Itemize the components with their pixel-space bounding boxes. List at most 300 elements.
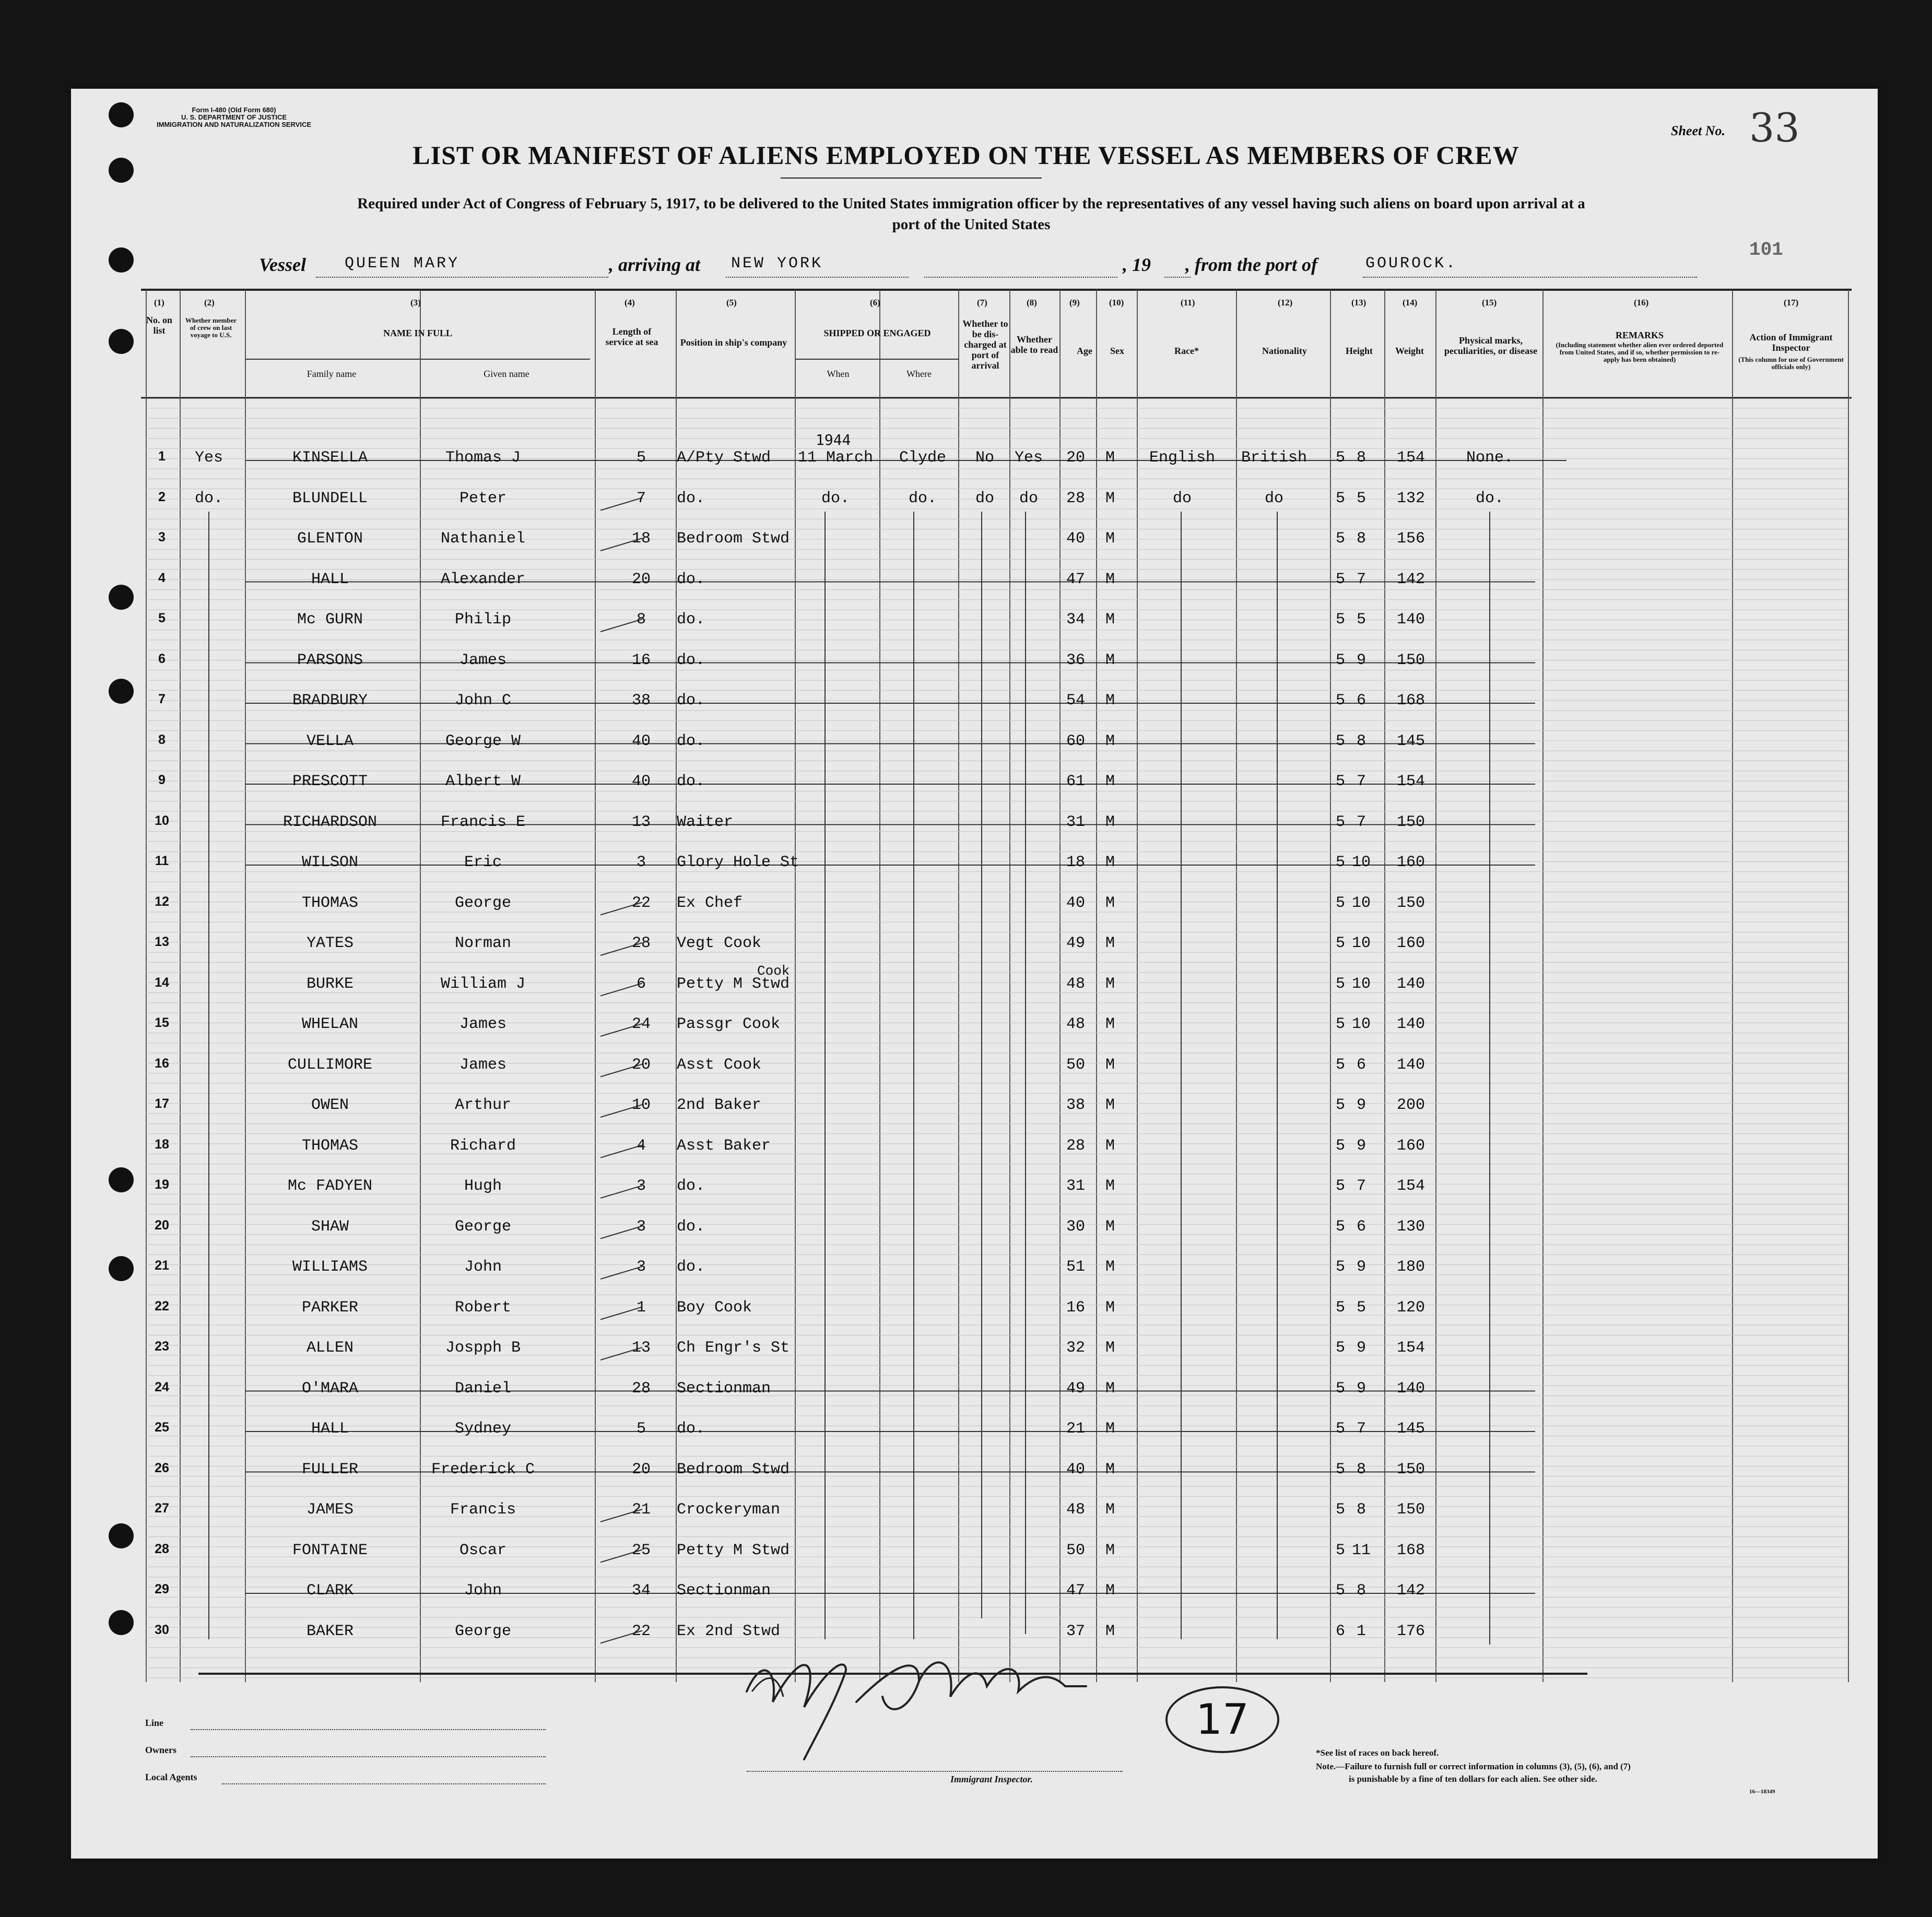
years-service: 3 <box>636 1217 646 1236</box>
agents-underline <box>222 1783 546 1784</box>
family-name: PARKER <box>301 1298 359 1317</box>
position: do. <box>677 1177 705 1195</box>
col-header-remarks: REMARKS <box>1615 330 1664 340</box>
row-number: 19 <box>155 1177 169 1192</box>
sex: M <box>1105 489 1115 507</box>
weight: 145 <box>1396 732 1426 750</box>
row-number: 13 <box>155 934 169 949</box>
row-number: 3 <box>158 530 166 545</box>
age: 47 <box>1066 570 1086 588</box>
family-name: RICHARDSON <box>282 813 378 831</box>
position: Bedroom Stwd <box>677 530 790 548</box>
age: 20 <box>1066 449 1086 467</box>
family-name: PARSONS <box>297 651 363 669</box>
family-name: BAKER <box>306 1622 354 1640</box>
weight: 154 <box>1396 1177 1426 1195</box>
height-feet: 5 <box>1335 570 1346 588</box>
age: 30 <box>1066 1217 1086 1236</box>
height-feet: 6 <box>1335 1622 1346 1640</box>
weight: 160 <box>1396 854 1426 871</box>
years-service: 22 <box>631 1622 651 1640</box>
age: 34 <box>1066 611 1086 629</box>
height-feet: 5 <box>1335 1298 1346 1317</box>
height-feet: 5 <box>1335 1339 1346 1357</box>
family-name: PRESCOTT <box>292 773 368 790</box>
years-service: 10 <box>631 1096 651 1114</box>
given-name: James <box>459 1056 507 1074</box>
col-header-race: Race* <box>1174 346 1199 356</box>
height-inches: 10 <box>1351 894 1371 912</box>
age: 47 <box>1066 1582 1086 1600</box>
position: do. <box>677 651 705 669</box>
position: Bedroom Stwd <box>677 1460 790 1478</box>
row-number: 6 <box>158 651 166 666</box>
position: Petty M Stwd <box>677 975 790 993</box>
col-header-no: No. on list <box>146 315 172 336</box>
penalty-note: Note.—Failure to furnish full or correct information in columns (3), (5), (6), and (7) <box>1316 1761 1631 1771</box>
position: do. <box>677 773 705 790</box>
age: 48 <box>1066 1015 1086 1033</box>
given-name: Philip <box>454 611 512 629</box>
age: 21 <box>1066 1420 1086 1438</box>
line-underline <box>191 1729 546 1730</box>
years-service: 28 <box>631 934 651 952</box>
age: 40 <box>1066 530 1086 548</box>
row-number: 4 <box>158 570 166 585</box>
height-inches: 9 <box>1356 1258 1366 1276</box>
family-name: YATES <box>306 934 354 952</box>
family-name: WHELAN <box>301 1015 359 1033</box>
age: 48 <box>1066 975 1086 993</box>
line-label: Line <box>145 1718 164 1728</box>
age: 31 <box>1066 813 1086 831</box>
row-number: 22 <box>155 1298 169 1314</box>
position: Ex 2nd Stwd <box>677 1622 781 1640</box>
position: Waiter <box>677 813 734 831</box>
height-feet: 5 <box>1335 1379 1346 1398</box>
sex: M <box>1105 1420 1115 1438</box>
height-feet: 5 <box>1335 1096 1346 1114</box>
weight: 150 <box>1396 894 1426 912</box>
years-service: 6 <box>636 975 646 993</box>
weight: 200 <box>1396 1096 1426 1114</box>
nationality: do <box>1264 489 1284 507</box>
position: Asst Baker <box>677 1137 771 1155</box>
subtitle-line-2: port of the United States <box>892 216 1051 233</box>
given-name: Norman <box>454 934 512 952</box>
height-inches: 10 <box>1351 975 1371 993</box>
row-number: 7 <box>158 692 166 706</box>
column-number: (13) <box>1351 298 1366 307</box>
given-name: Eric <box>464 854 502 871</box>
age: 18 <box>1066 854 1086 871</box>
col-header-last-voyage: Whether member of crew on last voyage to U.S. <box>185 316 237 339</box>
col-header-action: Action of Immigrant Inspector <box>1749 332 1833 353</box>
race: English <box>1149 449 1216 467</box>
years-service: 1 <box>636 1298 646 1317</box>
years-service: 20 <box>631 1056 651 1074</box>
weight: 140 <box>1396 975 1426 993</box>
given-name: Oscar <box>459 1541 507 1559</box>
height-feet: 5 <box>1335 894 1346 912</box>
weight: 154 <box>1396 1339 1426 1357</box>
given-name: Daniel <box>454 1379 512 1398</box>
position: do. <box>677 1217 705 1236</box>
weight: 140 <box>1396 1056 1426 1074</box>
weight: 142 <box>1396 1582 1426 1600</box>
col-header-discharged: Whether to be dis- charged at port of arrival <box>962 318 1008 371</box>
col-header-marks: Physical marks, peculiarities, or disease <box>1444 335 1538 356</box>
position: do. <box>677 1420 705 1438</box>
sex: M <box>1105 773 1115 790</box>
given-name: Frederick C <box>431 1460 535 1478</box>
row-number: 10 <box>155 813 169 828</box>
family-name: FULLER <box>301 1460 359 1478</box>
height-feet: 5 <box>1335 732 1346 750</box>
years-service: 25 <box>631 1541 651 1559</box>
position: Vegt Cook <box>677 934 762 952</box>
given-name: George W <box>445 732 521 750</box>
age: 48 <box>1066 1501 1086 1519</box>
height-feet: 5 <box>1335 1541 1346 1559</box>
family-name: HALL <box>311 1420 349 1438</box>
sex: M <box>1105 1541 1115 1559</box>
sex: M <box>1105 1339 1115 1357</box>
col-header-nationality: Nationality <box>1262 346 1307 356</box>
age: 49 <box>1066 934 1086 952</box>
family-name: THOMAS <box>301 1137 359 1155</box>
height-inches: 7 <box>1356 773 1366 790</box>
family-name: KINSELLA <box>292 449 368 467</box>
column-number: (4) <box>625 298 635 307</box>
years-service: 13 <box>631 1339 651 1357</box>
age: 51 <box>1066 1258 1086 1276</box>
last-voyage: Yes <box>194 449 223 467</box>
position: Passgr Cook <box>677 1015 781 1033</box>
row-number: 28 <box>155 1541 169 1556</box>
age: 54 <box>1066 692 1086 709</box>
vessel-label: Vessel <box>259 254 306 275</box>
height-feet: 5 <box>1335 813 1346 831</box>
height-feet: 5 <box>1335 530 1346 548</box>
sex: M <box>1105 1056 1115 1074</box>
height-feet: 5 <box>1335 449 1346 467</box>
age: 28 <box>1066 1137 1086 1155</box>
owners-underline <box>191 1756 546 1757</box>
years-service: 34 <box>631 1582 651 1600</box>
print-code: 16—18349 <box>1749 1789 1775 1795</box>
sex: M <box>1105 1622 1115 1640</box>
years-service: 38 <box>631 692 651 709</box>
inspector-underline <box>747 1771 1123 1772</box>
column-number: (12) <box>1278 298 1293 307</box>
weight: 156 <box>1396 530 1426 548</box>
row-number: 23 <box>155 1339 169 1354</box>
height-inches: 8 <box>1356 530 1366 548</box>
height-inches: 8 <box>1356 1501 1366 1519</box>
age: 16 <box>1066 1298 1086 1317</box>
family-name: O'MARA <box>301 1379 359 1398</box>
stamp-number: 101 <box>1749 239 1783 261</box>
age: 40 <box>1066 1460 1086 1478</box>
sex: M <box>1105 1096 1115 1114</box>
sex: M <box>1105 732 1115 750</box>
col-header-shipped: SHIPPED OR ENGAGED <box>823 328 931 338</box>
height-inches: 9 <box>1356 651 1366 669</box>
height-inches: 11 <box>1351 1541 1371 1559</box>
years-service: 18 <box>631 530 651 548</box>
subtitle-line-1: Required under Act of Congress of February 5, 1917, to be delivered to the United States immigration officer by the representatives of any vessel having such aliens on board upon arrival at a <box>357 195 1585 212</box>
sex: M <box>1105 1582 1115 1600</box>
height-feet: 5 <box>1335 1137 1346 1155</box>
given-name: Arthur <box>454 1096 512 1114</box>
owners-label: Owners <box>145 1745 176 1755</box>
height-feet: 5 <box>1335 489 1346 507</box>
col-header-height: Height <box>1346 346 1373 356</box>
years-service: 3 <box>636 1258 646 1276</box>
col-header-position: Position in ship's company <box>680 337 787 348</box>
height-feet: 5 <box>1335 1582 1346 1600</box>
height-inches: 7 <box>1356 570 1366 588</box>
department-name: U. S. DEPARTMENT OF JUSTICE <box>181 113 287 121</box>
given-name: James <box>459 651 507 669</box>
sheet-number: 33 <box>1749 104 1800 151</box>
height-inches: 5 <box>1356 611 1366 629</box>
weight: 120 <box>1396 1298 1426 1317</box>
sex: M <box>1105 611 1115 629</box>
sex: M <box>1105 1501 1115 1519</box>
height-inches: 10 <box>1351 1015 1371 1033</box>
given-name: Nathaniel <box>440 530 526 548</box>
given-name: Francis <box>450 1501 516 1519</box>
column-number: (17) <box>1784 298 1799 307</box>
height-inches: 6 <box>1356 1217 1366 1236</box>
weight: 140 <box>1396 1379 1426 1398</box>
position: A/Pty Stwd <box>677 449 771 467</box>
family-name: WILSON <box>301 854 359 871</box>
action-note: (This column for use of Government officials only) <box>1738 356 1844 371</box>
penalty-note-cont: is punishable by a fine of ten dollars for each alien. See other side. <box>1349 1774 1597 1784</box>
column-number: (14) <box>1403 298 1418 307</box>
given-name: Richard <box>450 1137 516 1155</box>
given-name: James <box>459 1015 507 1033</box>
row-number: 11 <box>155 854 169 868</box>
given-name: Francis E <box>440 813 526 831</box>
weight: 154 <box>1396 449 1426 467</box>
shipped-where: do. <box>908 489 937 507</box>
row-number: 14 <box>155 975 169 990</box>
height-inches: 8 <box>1356 1582 1366 1600</box>
sex: M <box>1105 894 1115 912</box>
given-name: Thomas J <box>445 449 521 467</box>
height-inches: 7 <box>1356 813 1366 831</box>
family-name: THOMAS <box>301 894 359 912</box>
weight: 150 <box>1396 1460 1426 1478</box>
row-number: 1 <box>158 449 166 464</box>
years-service: 21 <box>631 1501 651 1519</box>
year-label: , 19 <box>1123 254 1151 275</box>
height-feet: 5 <box>1335 1177 1346 1195</box>
service-name: IMMIGRATION AND NATURALIZATION SERVICE <box>157 121 312 128</box>
col-header-given: Given name <box>484 369 529 379</box>
able-to-read: Yes <box>1014 449 1043 467</box>
height-feet: 5 <box>1335 1460 1346 1478</box>
height-inches: 5 <box>1356 489 1366 507</box>
sex: M <box>1105 1379 1115 1398</box>
from-port-label: , from the port of <box>1185 254 1318 275</box>
weight: 168 <box>1396 1541 1426 1559</box>
discharged: No <box>975 449 995 467</box>
height-inches: 7 <box>1356 1177 1366 1195</box>
position: Crockeryman <box>677 1501 781 1519</box>
years-service: 8 <box>636 611 646 629</box>
row-number: 24 <box>155 1379 169 1394</box>
sex: M <box>1105 1460 1115 1478</box>
col-header-age: Age <box>1077 346 1092 356</box>
arrival-port: NEW YORK <box>731 255 823 273</box>
height-feet: 5 <box>1335 934 1346 952</box>
given-name: John C <box>454 692 512 709</box>
row-number: 16 <box>155 1056 169 1071</box>
weight: 140 <box>1396 611 1426 629</box>
weight: 160 <box>1396 1137 1426 1155</box>
position: Ex Chef <box>677 894 743 912</box>
age: 28 <box>1066 489 1086 507</box>
weight: 142 <box>1396 570 1426 588</box>
height-inches: 10 <box>1351 934 1371 952</box>
sex: M <box>1105 1177 1115 1195</box>
column-number: (1) <box>154 298 164 307</box>
height-inches: 5 <box>1356 1298 1366 1317</box>
sex: M <box>1105 975 1115 993</box>
age: 61 <box>1066 773 1086 790</box>
row-number: 12 <box>155 894 169 909</box>
inspector-label: Immigrant Inspector. <box>950 1774 1033 1784</box>
height-feet: 5 <box>1335 1501 1346 1519</box>
age: 50 <box>1066 1541 1086 1559</box>
height-feet: 5 <box>1335 611 1346 629</box>
height-inches: 6 <box>1356 1056 1366 1074</box>
nationality: British <box>1241 449 1307 467</box>
row-number: 5 <box>158 611 166 625</box>
given-name: Alexander <box>440 570 526 588</box>
column-number: (3) <box>410 298 421 307</box>
given-name: George <box>454 1217 512 1236</box>
height-feet: 5 <box>1335 651 1346 669</box>
column-number: (7) <box>977 298 987 307</box>
given-name: John <box>464 1258 502 1276</box>
height-inches: 1 <box>1356 1622 1366 1640</box>
height-feet: 5 <box>1335 1056 1346 1074</box>
family-name: CULLIMORE <box>287 1056 373 1074</box>
family-name: BRADBURY <box>292 692 368 709</box>
years-service: 40 <box>631 732 651 750</box>
weight: 150 <box>1396 1501 1426 1519</box>
remarks-note: (Including statement whether alien ever ordered deported from United States, and if so, whether permission to re-apply has been obtained) <box>1556 341 1724 363</box>
vessel-name: QUEEN MARY <box>345 255 460 273</box>
position: Sectionman <box>677 1582 771 1600</box>
family-name: FONTAINE <box>292 1541 368 1559</box>
weight: 180 <box>1396 1258 1426 1276</box>
position: do. <box>677 732 705 750</box>
row-number: 20 <box>155 1217 169 1233</box>
years-service: 7 <box>636 489 646 507</box>
column-number: (5) <box>726 298 737 307</box>
discharged: do <box>975 489 995 507</box>
page-title: LIST OR MANIFEST OF ALIENS EMPLOYED ON THE VESSEL AS MEMBERS OF CREW <box>413 140 1519 170</box>
sex: M <box>1105 530 1115 548</box>
years-service: 24 <box>631 1015 651 1033</box>
col-header-read: Whether able to read <box>1010 334 1058 355</box>
column-number: (11) <box>1181 298 1195 307</box>
arriving-label: , arriving at <box>609 254 701 275</box>
years-service: 3 <box>636 1177 646 1195</box>
height-inches: 8 <box>1356 732 1366 750</box>
height-inches: 9 <box>1356 1379 1366 1398</box>
shipped-when: 11 March <box>797 449 874 467</box>
position: Ch Engr's St <box>677 1339 790 1357</box>
position: do. <box>677 489 705 507</box>
age: 36 <box>1066 651 1086 669</box>
sex: M <box>1105 1217 1115 1236</box>
height-inches: 8 <box>1356 449 1366 467</box>
years-service: 5 <box>636 1420 646 1438</box>
sex: M <box>1105 570 1115 588</box>
age: 49 <box>1066 1379 1086 1398</box>
sex: M <box>1105 692 1115 709</box>
sex: M <box>1105 1137 1115 1155</box>
row-number: 30 <box>155 1622 169 1637</box>
sex: M <box>1105 1298 1115 1317</box>
family-name: GLENTON <box>297 530 363 548</box>
age: 32 <box>1066 1339 1086 1357</box>
years-service: 4 <box>636 1137 646 1155</box>
years-service: 13 <box>631 813 651 831</box>
form-number: Form I-480 (Old Form 680) <box>192 106 276 114</box>
row-number: 17 <box>155 1096 169 1111</box>
column-number: (2) <box>204 298 215 307</box>
position: 2nd Baker <box>677 1096 762 1114</box>
shipped-where: Clyde <box>899 449 947 467</box>
years-service: 28 <box>631 1379 651 1398</box>
weight: 160 <box>1396 934 1426 952</box>
family-name: BURKE <box>306 975 354 993</box>
row-number: 9 <box>158 773 166 787</box>
column-number: (15) <box>1482 298 1497 307</box>
weight: 140 <box>1396 1015 1426 1033</box>
shipped-when: do. <box>821 489 850 507</box>
row-number: 29 <box>155 1582 169 1596</box>
height-feet: 5 <box>1335 1420 1346 1438</box>
row-number: 21 <box>155 1258 169 1273</box>
age: 50 <box>1066 1056 1086 1074</box>
age: 40 <box>1066 894 1086 912</box>
sex: M <box>1105 1258 1115 1276</box>
height-feet: 5 <box>1335 1217 1346 1236</box>
height-inches: 9 <box>1356 1096 1366 1114</box>
weight: 150 <box>1396 813 1426 831</box>
weight: 130 <box>1396 1217 1426 1236</box>
years-service: 3 <box>636 854 646 871</box>
col-header-where: Where <box>906 369 932 379</box>
weight: 176 <box>1396 1622 1426 1640</box>
col-header-name: NAME IN FULL <box>383 328 452 338</box>
position: Asst Cook <box>677 1056 762 1074</box>
sex: M <box>1105 651 1115 669</box>
given-name: Robert <box>454 1298 512 1317</box>
given-name: John <box>464 1582 502 1600</box>
weight: 132 <box>1396 489 1426 507</box>
